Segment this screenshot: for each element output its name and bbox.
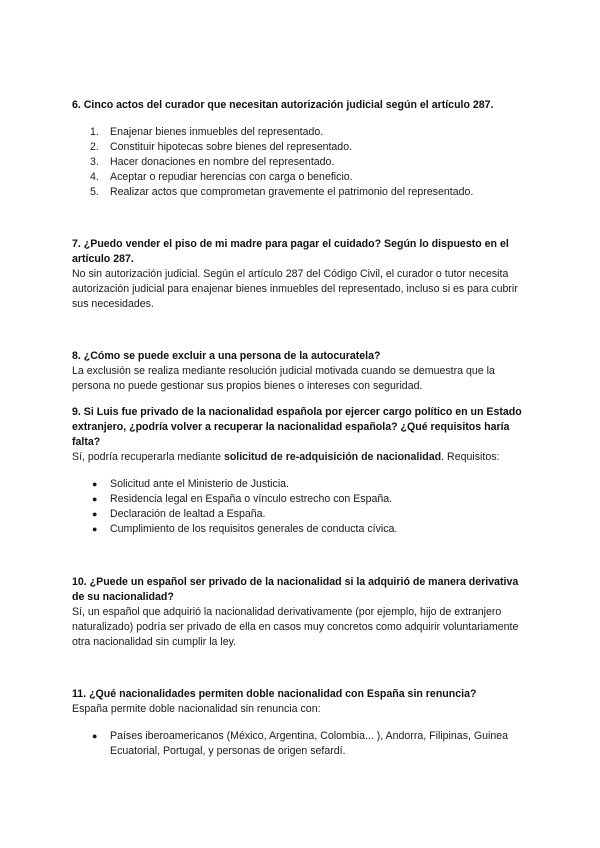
list-number: 2.	[90, 141, 99, 153]
answer-text: No sin autorización judicial. Según el artículo 287 del Código Civil, el curador o tutor necesita autorización judicial para enajenar bienes inmuebles del representado, incluso si es para cubrir sus necesidades.	[72, 268, 518, 310]
bullet-icon: ●	[92, 524, 98, 534]
list-item-text: Enajenar bienes inmuebles del representado.	[110, 126, 324, 138]
section-q11	[72, 687, 528, 759]
list-number: 3.	[90, 156, 99, 168]
bullet-icon: ●	[92, 509, 98, 519]
section-q10	[72, 575, 528, 650]
list-item	[72, 507, 528, 522]
list-item-text: Realizar actos que comprometan gravemente el patrimonio del representado.	[110, 186, 474, 198]
list-item	[72, 185, 528, 200]
list-item	[72, 140, 528, 155]
list-item-text: Aceptar o repudiar herencias con carga o beneficio.	[110, 171, 353, 183]
list-item-text: Países iberoamericanos (México, Argentina, Colombia... ), Andorra, Filipinas, Guinea Ecuatorial, Portugal, y personas de origen sefardí.	[110, 730, 509, 757]
list-number: 5.	[90, 186, 99, 198]
answer-text-part: . Requisitos:	[441, 451, 500, 463]
numbered-list	[72, 125, 528, 200]
list-item-text: Residencia legal en España o vínculo estrecho con España.	[110, 493, 393, 505]
answer-text	[72, 450, 528, 465]
list-item-text: Cumplimiento de los requisitos generales de conducta cívica.	[110, 523, 398, 535]
list-item	[72, 522, 528, 537]
bullet-icon: ●	[92, 494, 98, 504]
question-heading: 7. ¿Puedo vender el piso de mi madre para pagar el cuidado? Según lo dispuesto en el artículo 287.	[72, 238, 509, 265]
question-heading: 6. Cinco actos del curador que necesitan autorización judicial según el artículo 287.	[72, 99, 494, 111]
section-q8	[72, 349, 528, 394]
list-item-text: Constituir hipotecas sobre bienes del representado.	[110, 141, 353, 153]
question-heading: 8. ¿Cómo se puede excluir a una persona de la autocuratela?	[72, 350, 381, 362]
answer-bold-text: solicitud de re-adquisición de nacionalidad	[223, 451, 442, 463]
section-q7	[72, 237, 528, 312]
list-item	[72, 125, 528, 140]
section-q9	[72, 405, 528, 537]
answer-text-part: Sí, podría recuperarla mediante	[72, 451, 224, 463]
question-heading: 10. ¿Puede un español ser privado de la nacionalidad si la adquirió de manera derivativa de su nacionalidad?	[72, 576, 519, 603]
section-q6	[72, 98, 528, 200]
list-item	[72, 729, 528, 759]
bullet-icon: ●	[92, 479, 98, 489]
list-item-text: Hacer donaciones en nombre del representado.	[110, 156, 335, 168]
list-number: 4.	[90, 171, 99, 183]
bullet-list	[72, 729, 528, 759]
question-heading: 11. ¿Qué nacionalidades permiten doble nacionalidad con España sin renuncia?	[72, 688, 477, 700]
answer-text: La exclusión se realiza mediante resolución judicial motivada cuando se demuestra que la persona no puede gestionar sus propios bienes o intereses con seguridad.	[72, 365, 495, 392]
list-item-text: Declaración de lealtad a España.	[110, 508, 266, 520]
bullet-list	[72, 477, 528, 537]
list-item-text: Solicitud ante el Ministerio de Justicia.	[110, 478, 290, 490]
answer-text: España permite doble nacionalidad sin renuncia con:	[72, 703, 321, 715]
list-item	[72, 477, 528, 492]
bullet-icon: ●	[92, 731, 98, 741]
list-item	[72, 155, 528, 170]
list-item	[72, 170, 528, 185]
answer-text: Sí, un español que adquirió la nacionalidad derivativamente (por ejemplo, hijo de extranjero naturalizado) podría ser privado de ella en casos muy concretos como adquirir voluntariamente otra nacionalidad sin cumplir la ley.	[72, 606, 519, 648]
list-item	[72, 492, 528, 507]
list-number: 1.	[90, 126, 99, 138]
question-heading: 9. Si Luis fue privado de la nacionalidad española por ejercer cargo político en un Estado extranjero, ¿podría volver a recuperar la nacionalidad española? ¿Qué requisitos haría falta?	[72, 406, 522, 448]
